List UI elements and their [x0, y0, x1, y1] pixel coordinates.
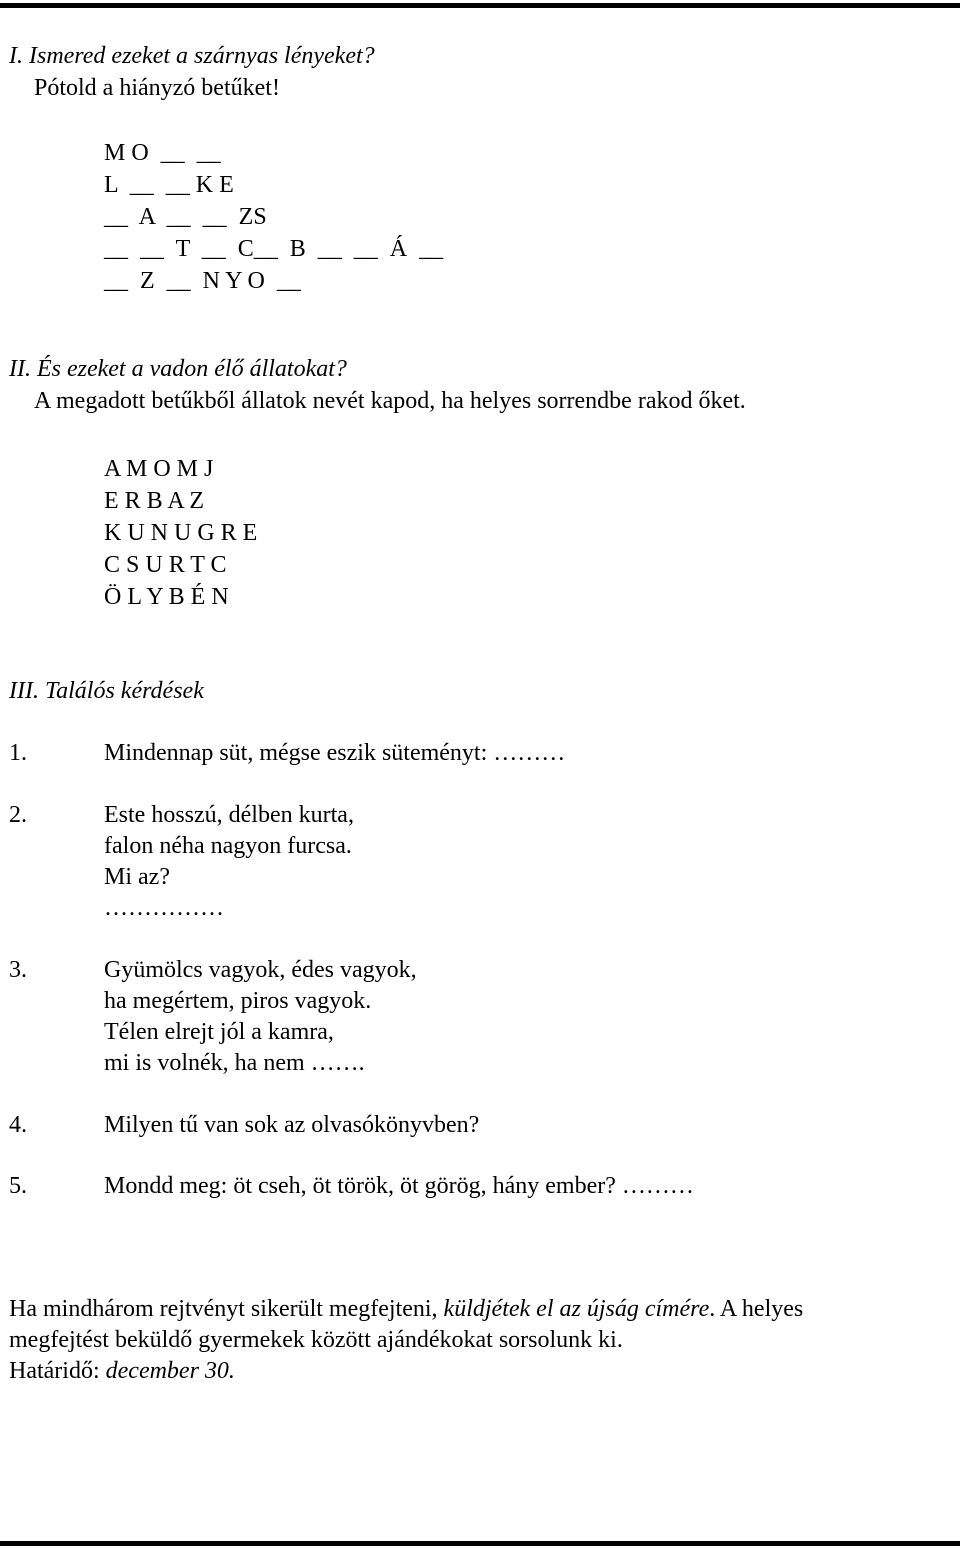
riddle-line: Gyümölcs vagyok, édes vagyok,	[104, 957, 417, 983]
riddle-line: Este hosszú, délben kurta,	[104, 802, 354, 828]
riddle-number: 1.	[9, 740, 27, 766]
anagram-line: K U N U G R E	[104, 520, 258, 546]
bottom-rule	[0, 1541, 960, 1546]
riddle-number: 2.	[9, 802, 27, 828]
riddle-line: mi is volnék, ha nem …….	[104, 1050, 365, 1076]
footer-text: . A helyes	[709, 1296, 804, 1322]
puzzle-line: __ __ T __ C__ B __ __ Á __	[104, 236, 444, 262]
anagram-line: E R B A Z	[104, 488, 205, 514]
puzzle-line: M O __ __	[104, 140, 221, 166]
footer-address-emphasis: küldjétek el az újság címére	[443, 1296, 710, 1322]
section3-title: III. Találós kérdések	[9, 678, 204, 704]
riddle-number: 4.	[9, 1112, 27, 1138]
riddle-number: 5.	[9, 1173, 27, 1199]
section2-instruction: A megadott betűkből állatok nevét kapod, ha helyes sorrendbe rakod őket.	[34, 388, 746, 414]
deadline-date: december 30.	[105, 1358, 235, 1384]
top-rule	[0, 3, 960, 8]
section1-instruction: Pótold a hiányzó betűket!	[34, 75, 280, 101]
footer-line-2: megfejtést beküldő gyermekek között ajándékokat sorsolunk ki.	[9, 1327, 623, 1353]
riddle-line: Milyen tű van sok az olvasókönyvben?	[104, 1112, 480, 1138]
riddle-line: Mondd meg: öt cseh, öt török, öt görög, hány ember? ………	[104, 1173, 694, 1199]
footer-line-3	[9, 1356, 235, 1386]
section1-title: I. Ismered ezeket a szárnyas lényeket?	[9, 43, 375, 69]
riddle-line: ha megértem, piros vagyok.	[104, 988, 372, 1014]
footer-line-1	[9, 1294, 803, 1324]
riddle-line: Mi az?	[104, 864, 170, 890]
riddle-line: Mindennap süt, mégse eszik süteményt: ………	[104, 740, 566, 766]
riddle-line: falon néha nagyon furcsa.	[104, 833, 352, 859]
riddle-line: Télen elrejt jól a kamra,	[104, 1019, 334, 1045]
riddle-answer-blank: ……………	[104, 895, 224, 921]
deadline-label: Határidő:	[9, 1358, 106, 1384]
section2-title: II. És ezeket a vadon élő állatokat?	[9, 356, 347, 382]
anagram-line: A M O M J	[104, 456, 214, 482]
anagram-line: C S U R T C	[104, 552, 227, 578]
puzzle-line: L __ __ K E	[104, 172, 234, 198]
anagram-line: Ö L Y B É N	[104, 584, 229, 610]
riddle-number: 3.	[9, 957, 27, 983]
puzzle-line: __ Z __ N Y O __	[104, 268, 301, 294]
footer-text: Ha mindhárom rejtvényt sikerült megfejteni,	[9, 1296, 444, 1322]
puzzle-line: __ A __ __ ZS	[104, 204, 267, 230]
